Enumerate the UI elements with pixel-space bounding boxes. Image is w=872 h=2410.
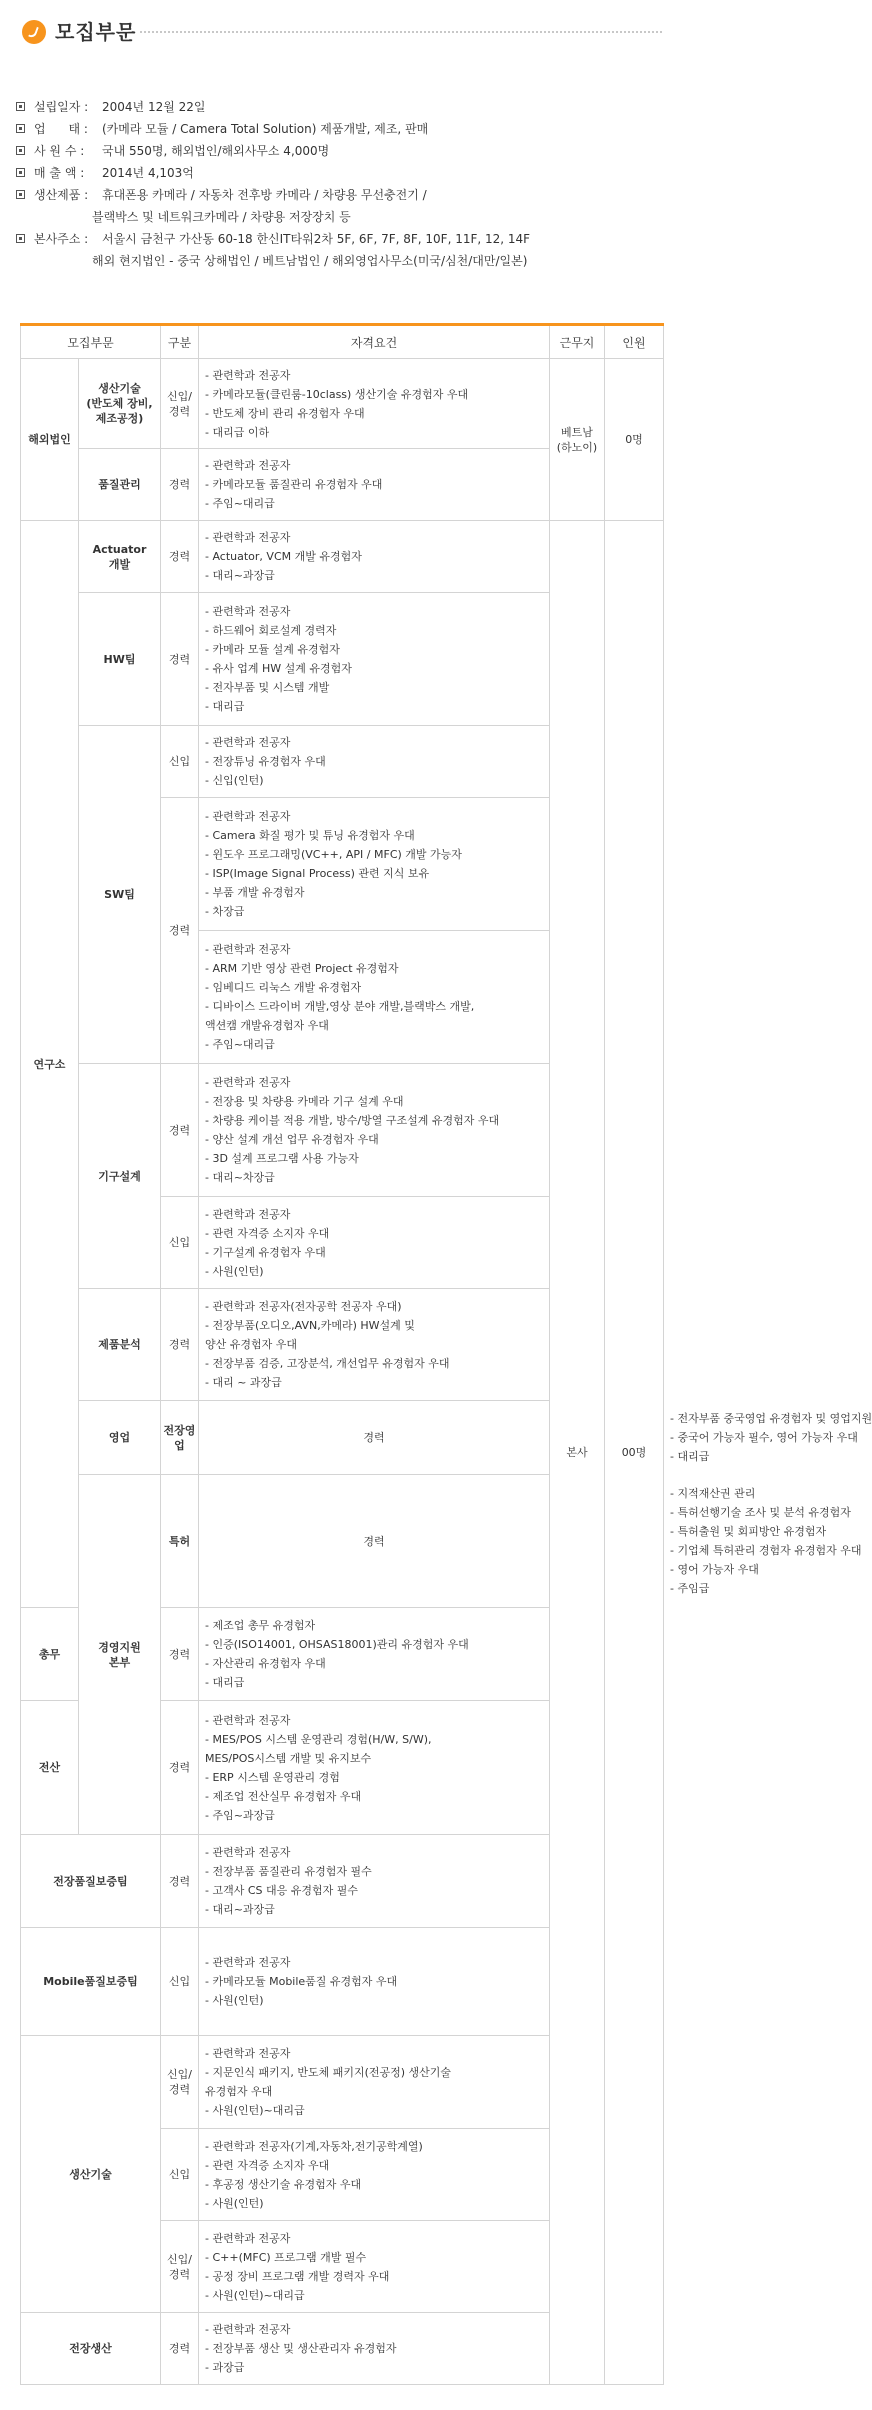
requirements-cell bbox=[199, 2036, 550, 2129]
requirements-cell bbox=[199, 1064, 550, 1197]
info-row bbox=[16, 252, 666, 270]
info-value: 2004년 12월 22일 bbox=[102, 100, 206, 114]
info-bullet-icon bbox=[16, 168, 25, 177]
requirement-line: - 관련학과 전공자 bbox=[205, 605, 291, 618]
requirement-line: - 신입(인턴) bbox=[205, 774, 264, 787]
department-cell: Actuator 개발 bbox=[79, 521, 161, 593]
requirement-line: - 과장급 bbox=[205, 2361, 245, 2374]
requirement-line: - 하드웨어 회로설계 경력자 bbox=[205, 624, 337, 637]
company-info bbox=[16, 98, 666, 274]
type-cell: 경력 bbox=[161, 1701, 199, 1835]
requirement-line: 액션캠 개발유경험자 우대 bbox=[205, 1019, 329, 1032]
requirement-line: - 차장급 bbox=[205, 905, 245, 918]
info-value: 서울시 금천구 가산동 60-18 한신IT타워2차 5F, 6F, 7F, 8F, 10F, 11F, 12, 14F bbox=[102, 232, 531, 246]
requirement-line: - 공정 장비 프로그램 개발 경력자 우대 bbox=[205, 2269, 390, 2283]
requirement-line: - 전장용 및 차량용 카메라 기구 설계 우대 bbox=[205, 1095, 404, 1108]
info-value: 국내 550명, 해외법인/해외사무소 4,000명 bbox=[102, 144, 330, 158]
header-type: 구분 bbox=[161, 325, 199, 359]
headcount-cell: 0명 bbox=[605, 359, 664, 521]
requirements-cell bbox=[199, 593, 550, 726]
header-requirements: 자격요건 bbox=[199, 325, 550, 359]
type-cell: 신입 bbox=[161, 1197, 199, 1289]
requirement-line: - 관련학과 전공자 bbox=[205, 1207, 291, 1221]
info-key: 본사주소 : bbox=[34, 232, 89, 246]
requirement-line: - 반도체 장비 관리 유경험자 우대 bbox=[205, 406, 365, 420]
type-cell: 경력 bbox=[161, 1064, 199, 1197]
info-bullet-icon bbox=[16, 190, 25, 199]
requirement-line: - 대리 ~ 과장급 bbox=[205, 1376, 282, 1389]
requirement-line: - 대리급 bbox=[205, 1676, 245, 1689]
requirement-line: - 차량용 케이블 적용 개발, 방수/방열 구조설계 유경험자 우대 bbox=[205, 1114, 500, 1127]
requirement-line: - 전장튜닝 유경험자 우대 bbox=[205, 755, 326, 768]
type-cell: 경력 bbox=[161, 2313, 199, 2385]
division-cell: 영업 bbox=[79, 1401, 161, 1475]
requirement-line: - 카메라 모듈 설계 유경험자 bbox=[205, 643, 340, 656]
table-row: 영업 전장영업 경력 - 전자부품 중국영업 유경험자 및 영업지원 - 중국어 가능자 필수, 영어 가능자 우대 - 대리급 bbox=[21, 1401, 664, 1475]
requirement-line: - ISP(Image Signal Process) 관련 지식 보유 bbox=[205, 867, 430, 880]
requirement-line: - 관련학과 전공자 bbox=[205, 1846, 291, 1859]
division-cell: 전장생산 bbox=[21, 2313, 161, 2385]
info-key: 업 태 : bbox=[34, 122, 88, 136]
requirement-line: - Camera 화질 평가 및 튜닝 유경험자 우대 bbox=[205, 829, 415, 842]
requirement-line: - 관련 자격증 소지자 우대 bbox=[205, 1226, 330, 1240]
requirements-cell bbox=[199, 1928, 550, 2036]
requirement-line: - 카메라모듈 Mobile품질 유경험자 우대 bbox=[205, 1975, 398, 1988]
requirement-line: - 임베디드 리눅스 개발 유경험자 bbox=[205, 981, 362, 994]
location-cell: 베트남 (하노이) bbox=[550, 359, 605, 521]
info-key: 설립일자 : bbox=[34, 100, 89, 114]
info-value: 휴대폰용 카메라 / 자동차 전후방 카메라 / 차량용 무선충전기 / bbox=[102, 188, 427, 202]
info-row bbox=[16, 142, 666, 160]
requirement-line: - Actuator, VCM 개발 유경험자 bbox=[205, 550, 362, 563]
type-cell: 경력 bbox=[161, 593, 199, 726]
info-key: 사 원 수 : bbox=[34, 144, 85, 158]
requirement-line: - 양산 설계 개선 업무 유경험자 우대 bbox=[205, 1133, 379, 1146]
table-row bbox=[21, 359, 664, 449]
department-cell: 전장영업 bbox=[161, 1401, 199, 1475]
requirement-line: - 카메라모듈 품질관리 유경험자 우대 bbox=[205, 478, 383, 491]
type-cell: 경력 bbox=[161, 1835, 199, 1928]
requirement-line: - 디바이스 드라이버 개발,영상 분야 개발,블랙박스 개발, bbox=[205, 1000, 475, 1013]
requirement-line: - MES/POS 시스템 운영관리 경험(H/W, S/W), bbox=[205, 1732, 432, 1746]
requirement-line: - 대리급 bbox=[205, 700, 245, 713]
requirement-line: - 관련학과 전공자 bbox=[205, 531, 291, 544]
requirement-line: - 대리급 이하 bbox=[205, 425, 270, 439]
requirement-line: - 제조업 전산실무 유경험자 우대 bbox=[205, 1789, 362, 1803]
info-value: 2014년 4,103억 bbox=[102, 166, 194, 180]
requirement-line: - 지문인식 패키지, 반도체 패키지(전공정) 생산기술 bbox=[205, 2066, 452, 2079]
location-cell: 본사 bbox=[550, 521, 605, 2385]
requirement-line: - 사원(인턴)~대리급 bbox=[205, 2104, 305, 2117]
type-cell: 경력 bbox=[161, 521, 199, 593]
requirement-line: - 후공정 생산기술 유경험자 우대 bbox=[205, 2177, 362, 2191]
department-cell: 전산 bbox=[21, 1701, 79, 1835]
requirement-line: - 기구설계 유경험자 우대 bbox=[205, 1245, 326, 1259]
info-value-cont: 블랙박스 및 네트워크카메라 / 차량용 저장장치 등 bbox=[92, 210, 351, 224]
requirement-line: - 관련학과 전공자 bbox=[205, 2231, 291, 2245]
requirements-cell bbox=[199, 2313, 550, 2385]
type-cell: 경력 bbox=[199, 1475, 550, 1608]
requirement-line: - 고객사 CS 대응 유경험자 필수 bbox=[205, 1884, 359, 1897]
requirements-cell bbox=[199, 1197, 550, 1289]
info-row bbox=[16, 164, 666, 182]
division-cell: 생산기술 bbox=[21, 2036, 161, 2313]
requirement-line: 양산 유경험자 우대 bbox=[205, 1338, 298, 1351]
info-row bbox=[16, 98, 666, 116]
requirement-line: - 대리~과장급 bbox=[205, 1903, 275, 1916]
requirement-line: - 관련 자격증 소지자 우대 bbox=[205, 2158, 330, 2172]
requirement-line: - 사원(인턴) bbox=[205, 1994, 264, 2007]
info-bullet-icon bbox=[16, 146, 25, 155]
requirement-line: - 관련학과 전공자 bbox=[205, 1076, 291, 1089]
department-cell: 특허 bbox=[161, 1475, 199, 1608]
requirement-line: - 관련학과 전공자 bbox=[205, 2047, 291, 2060]
department-cell: 품질관리 bbox=[79, 449, 161, 521]
requirement-line: - 관련학과 전공자 bbox=[205, 1956, 291, 1969]
header-divider bbox=[140, 31, 662, 33]
recruit-table bbox=[20, 323, 872, 2385]
requirement-line: - 관련학과 전공자 bbox=[205, 2323, 291, 2336]
requirements-cell bbox=[199, 1608, 550, 1701]
requirement-line: - ERP 시스템 운영관리 경험 bbox=[205, 1770, 340, 1784]
requirements-cell bbox=[199, 1289, 550, 1401]
recruit-badge-icon bbox=[22, 20, 46, 44]
info-value-cont: 해외 현지법인 - 중국 상해법인 / 베트남법인 / 해외영업사무소(미국/심천/대만/일본) bbox=[92, 254, 528, 268]
header-category: 모집부문 bbox=[21, 325, 161, 359]
info-row bbox=[16, 230, 666, 248]
requirement-line: - 전장부품 품질관리 유경험자 필수 bbox=[205, 1865, 372, 1878]
department-cell: 생산기술 (반도체 장비, 제조공정) bbox=[79, 359, 161, 449]
type-cell: 경력 bbox=[161, 1608, 199, 1701]
requirement-line: - 사원(인턴)~대리급 bbox=[205, 2288, 305, 2302]
info-value: (카메라 모듈 / Camera Total Solution) 제품개발, 제조, 판매 bbox=[102, 122, 429, 136]
type-cell: 신입/ 경력 bbox=[161, 2036, 199, 2129]
info-key: 생산제품 : bbox=[34, 188, 89, 202]
requirement-line: - 사원(인턴) bbox=[205, 2196, 264, 2210]
requirements-cell bbox=[199, 1835, 550, 1928]
table-header-row bbox=[21, 325, 664, 359]
division-cell: Mobile품질보증팀 bbox=[21, 1928, 161, 2036]
department-cell: 제품분석 bbox=[79, 1289, 161, 1401]
info-bullet-icon bbox=[16, 124, 25, 133]
department-cell: SW팀 bbox=[79, 726, 161, 1064]
requirement-line: - 관련학과 전공자 bbox=[205, 943, 291, 956]
requirements-cell bbox=[199, 449, 550, 521]
info-row bbox=[16, 208, 666, 226]
division-cell: 경영지원 본부 bbox=[79, 1475, 161, 1835]
type-cell: 신입 bbox=[161, 2129, 199, 2221]
requirement-line: - 주임~과장급 bbox=[205, 1808, 275, 1822]
info-bullet-icon bbox=[16, 102, 25, 111]
requirements-cell bbox=[199, 1701, 550, 1835]
requirement-line: - 주임~대리급 bbox=[205, 1038, 275, 1051]
header-location: 근무지 bbox=[550, 325, 605, 359]
table-row bbox=[21, 521, 664, 593]
requirements-cell bbox=[199, 931, 550, 1064]
requirement-line: - 윈도우 프로그래밍(VC++, API / MFC) 개발 가능자 bbox=[205, 848, 462, 861]
requirement-line: - 전자부품 및 시스템 개발 bbox=[205, 681, 330, 694]
requirements-cell bbox=[199, 359, 550, 449]
requirement-line: - 전장부품 검증, 고장분석, 개선업무 유경험자 우대 bbox=[205, 1357, 450, 1370]
requirements-cell bbox=[199, 798, 550, 931]
info-row bbox=[16, 120, 666, 138]
table-row: 경영지원 본부 특허 경력 - 지적재산권 관리 - 특허선행기술 조사 및 분석 유경험자 - 특허출원 및 회피방안 유경험자 - 기업체 특허관리 경험자 유경험자 우대 - 영어 가능자 우대 - 주임급 bbox=[21, 1475, 664, 1608]
department-cell: HW팀 bbox=[79, 593, 161, 726]
requirement-line: - 관련학과 전공자(기계,자동차,전기공학계열) bbox=[205, 2139, 423, 2153]
requirement-line: - 전장부품(오디오,AVN,카메라) HW설계 및 bbox=[205, 1319, 415, 1332]
type-cell: 경력 bbox=[161, 449, 199, 521]
page-title: 모집부문 bbox=[55, 20, 137, 44]
headcount-cell: 00명 bbox=[605, 521, 664, 2385]
info-key: 매 출 액 : bbox=[34, 166, 85, 180]
department-cell: 기구설계 bbox=[79, 1064, 161, 1289]
requirements-cell bbox=[199, 2129, 550, 2221]
header-headcount: 인원 bbox=[605, 325, 664, 359]
type-cell: 경력 bbox=[199, 1401, 550, 1475]
requirement-line: - 제조업 총무 유경험자 bbox=[205, 1619, 316, 1632]
requirement-line: - 카메라모듈(클린룸-10class) 생산기술 유경험자 우대 bbox=[205, 387, 469, 401]
type-cell: 경력 bbox=[161, 1289, 199, 1401]
requirements-cell bbox=[199, 2221, 550, 2313]
type-cell: 신입/ 경력 bbox=[161, 2221, 199, 2313]
info-row bbox=[16, 186, 666, 204]
requirement-line: - 관련학과 전공자 bbox=[205, 459, 291, 472]
requirement-line: - 관련학과 전공자(전자공학 전공자 우대) bbox=[205, 1300, 402, 1313]
requirement-line: - 자산관리 유경험자 우대 bbox=[205, 1657, 326, 1670]
requirement-line: - 대리~과장급 bbox=[205, 569, 275, 582]
requirement-line: - 유사 업계 HW 설계 유경험자 bbox=[205, 662, 352, 675]
division-cell: 연구소 bbox=[21, 521, 79, 1608]
requirement-line: - 관련학과 전공자 bbox=[205, 368, 291, 382]
type-cell: 경력 bbox=[161, 798, 199, 1064]
requirement-line: - 부품 개발 유경험자 bbox=[205, 886, 305, 899]
requirement-line: - C++(MFC) 프로그램 개발 필수 bbox=[205, 2250, 367, 2264]
page-header bbox=[0, 0, 676, 70]
requirement-line: - 3D 설계 프로그램 사용 가능자 bbox=[205, 1152, 359, 1165]
division-cell: 전장품질보증팀 bbox=[21, 1835, 161, 1928]
department-cell: 총무 bbox=[21, 1608, 79, 1701]
requirement-line: MES/POS시스템 개발 및 유지보수 bbox=[205, 1751, 372, 1765]
type-cell: 신입 bbox=[161, 726, 199, 798]
requirement-line: - 관련학과 전공자 bbox=[205, 1713, 291, 1727]
requirement-line: - 전장부품 생산 및 생산관리자 유경험자 bbox=[205, 2342, 397, 2355]
division-cell: 해외법인 bbox=[21, 359, 79, 521]
requirement-line: - 주임~대리급 bbox=[205, 497, 275, 510]
type-cell: 신입/ 경력 bbox=[161, 359, 199, 449]
requirements-cell bbox=[199, 726, 550, 798]
requirement-line: 유경험자 우대 bbox=[205, 2085, 273, 2098]
requirement-line: - 인증(ISO14001, OHSAS18001)관리 유경험자 우대 bbox=[205, 1638, 469, 1651]
requirements-cell bbox=[199, 521, 550, 593]
info-bullet-icon bbox=[16, 234, 25, 243]
requirement-line: - 대리~차장급 bbox=[205, 1171, 275, 1184]
requirement-line: - 사원(인턴) bbox=[205, 1264, 264, 1278]
type-cell: 신입 bbox=[161, 1928, 199, 2036]
requirement-line: - ARM 기반 영상 관련 Project 유경험자 bbox=[205, 962, 399, 975]
requirement-line: - 관련학과 전공자 bbox=[205, 736, 291, 749]
requirement-line: - 관련학과 전공자 bbox=[205, 810, 291, 823]
